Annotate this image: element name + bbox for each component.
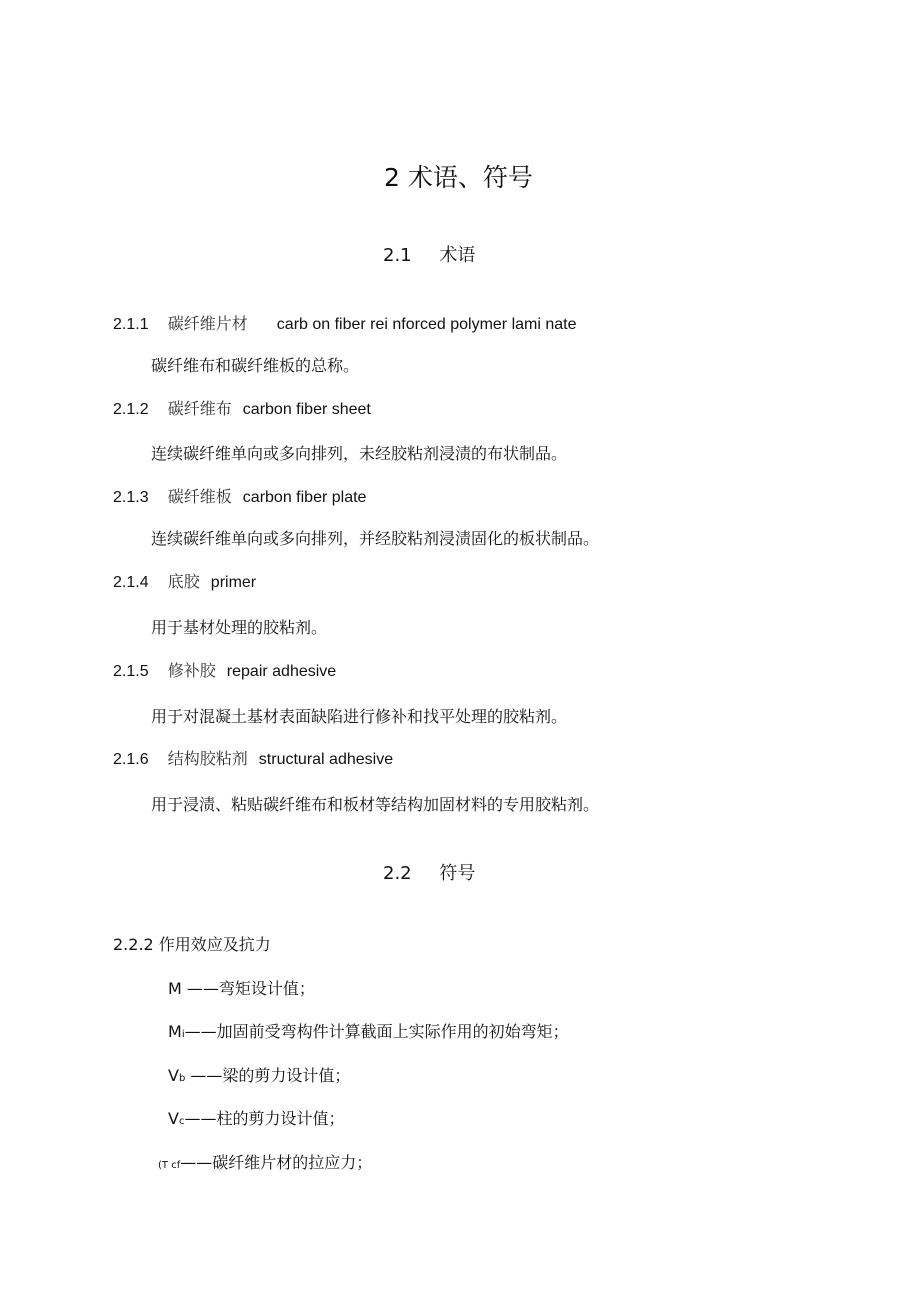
section-title: 术语 — [439, 245, 476, 266]
term-chinese: 底胶 — [167, 572, 200, 591]
term-english: repair adhesive — [226, 663, 337, 680]
chapter-title-text: 术语、符号 — [407, 163, 533, 192]
section-heading-terms — [383, 241, 475, 267]
symbol-subscript: c — [178, 1116, 185, 1127]
section-number: 2.2 — [383, 863, 412, 884]
symbol-entry — [168, 1063, 350, 1086]
term-definition: 用于浸渍、粘贴碳纤维布和板材等结构加固材料的专用胶粘剂。 — [151, 795, 600, 814]
symbol-subscript: b — [178, 1073, 186, 1084]
term-number: 2.1.5 — [113, 663, 149, 680]
section-heading-symbols — [383, 859, 475, 885]
term-english: carb on fiber rei nforced polymer lami nate — [276, 316, 577, 333]
term-definition: 用于基材处理的胶粘剂。 — [151, 618, 328, 637]
chapter-title — [384, 158, 533, 194]
symbol-entry — [168, 1106, 344, 1129]
term-entry — [113, 746, 393, 769]
symbol-entry — [168, 1019, 569, 1042]
term-english: structural adhesive — [258, 751, 394, 768]
section-title: 符号 — [439, 863, 476, 884]
symbol-description: ——弯矩设计值； — [181, 979, 315, 998]
term-number: 2.1.4 — [113, 574, 149, 591]
term-chinese: 碳纤维布 — [167, 399, 232, 418]
term-definition: 碳纤维布和碳纤维板的总称。 — [151, 356, 360, 375]
subsection-heading: 2.2.2 作用效应及抗力 — [113, 935, 271, 954]
symbol-entry — [158, 1150, 372, 1173]
symbol-main: V — [168, 1109, 179, 1128]
term-entry — [113, 658, 336, 681]
symbol-subscript: i — [181, 1029, 185, 1040]
symbol-description: ——加固前受弯构件计算截面上实际作用的初始弯矩； — [184, 1022, 569, 1041]
term-definition: 连续碳纤维单向或多向排列，并经胶粘剂浸渍固化的板状制品。 — [151, 529, 600, 548]
term-english: primer — [210, 574, 257, 591]
symbol-subscript: cf — [168, 1160, 181, 1171]
term-entry — [113, 569, 256, 592]
term-chinese: 结构胶粘剂 — [167, 749, 248, 768]
term-number: 2.1.1 — [113, 316, 149, 333]
symbol-description: ——柱的剪力设计值； — [184, 1109, 345, 1128]
symbol-main: M — [168, 1022, 182, 1041]
symbol-entry — [168, 976, 315, 999]
term-entry — [113, 396, 371, 419]
term-entry — [113, 484, 366, 507]
term-number: 2.1.3 — [113, 489, 149, 506]
symbol-main: (T — [158, 1160, 169, 1171]
chapter-number: 2 — [384, 163, 400, 192]
symbol-main: M — [168, 979, 182, 998]
term-number: 2.1.6 — [113, 751, 149, 768]
term-number: 2.1.2 — [113, 401, 149, 418]
symbol-description: ——碳纤维片材的拉应力； — [180, 1153, 373, 1172]
term-chinese: 碳纤维板 — [167, 487, 232, 506]
term-chinese: 修补胶 — [167, 661, 216, 680]
term-definition: 连续碳纤维单向或多向排列，未经胶粘剂浸渍的布状制品。 — [151, 444, 568, 463]
symbol-description: ——梁的剪力设计值； — [185, 1066, 351, 1085]
term-chinese: 碳纤维片材 — [167, 314, 248, 333]
section-number: 2.1 — [383, 245, 412, 266]
symbol-main: V — [168, 1066, 179, 1085]
term-english: carbon fiber sheet — [242, 401, 371, 418]
term-english: carbon fiber plate — [242, 489, 367, 506]
term-definition: 用于对混凝土基材表面缺陷进行修补和找平处理的胶粘剂。 — [151, 707, 568, 726]
term-entry — [113, 311, 577, 334]
